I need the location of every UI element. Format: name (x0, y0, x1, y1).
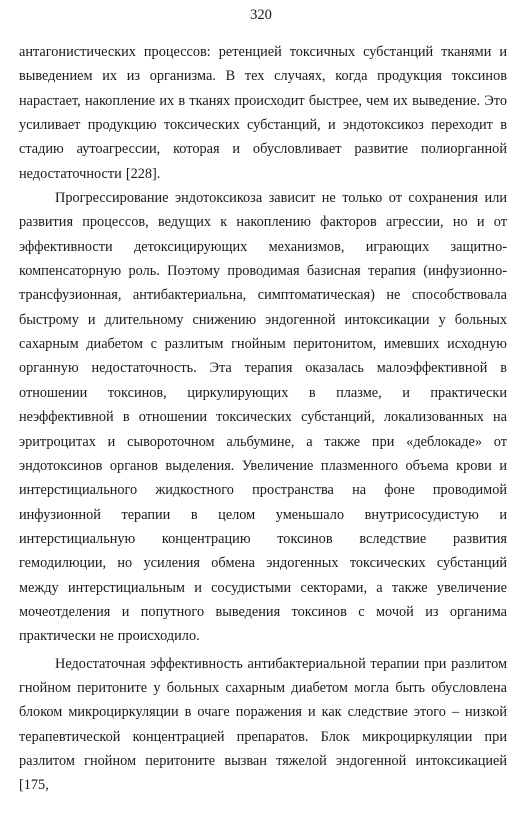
paragraph-2: Прогрессирование эндотоксикоза зависит не только от сохранения или развития процессов, ведущих к накоплению факторов агрессии, но и от эффективности детоксицирующих механизмов, играющих защитно-компенсаторную роль. Поэтому проводимая базисная терапия (инфузионно-трансфузионная, антибактериальна, симптоматическая) не способствовала быстрому и длительному снижению эндогенной интоксикации у больных сахарным диабетом с разлитым гнойным перитонитом, имевших исходную органную недостаточность. Эта терапия оказалась малоэффективной в отношении токсинов, циркулирующих в плазме, и практически неэффективной в отношении токсических субстанций, локализованных на эритроцитах и сывороточном альбумине, а также при «деблокаде» от эндотоксинов органов выделения. Увеличение плазменного объема крови и интерстициального жидкостного пространства на фоне проводимой инфузионной терапии в целом уменьшало внутрисосудистую и интерстициальную концентрацию токсинов вследствие развития гемодилюции, но усиления обмена эндогенных токсических субстанций между интерстициальным и сосудистыми секторами, а также увеличение мочеотделения и попутного выведения токсинов с мочой из органима практически не происходило. (19, 190, 507, 645)
paragraph-3: Недостаточная эффективность антибактериальной терапии при разлитом гнойном перитоните у больных сахарным диабетом могла быть обусловлена блоком микроциркуляции в очаге поражения и как следствие этого – низкой терапевтической концентрацией препаратов. Блок микроциркуляции при разлитом гнойном перитоните вызван тяжелой эндогенной интоксикацией [175, (19, 655, 507, 794)
body-text (19, 40, 507, 798)
page-number: 320 (250, 7, 272, 23)
paragraph-1: антагонистических процессов: ретенцией токсичных субстанций тканями и выведением их из организма. В тех случаях, когда продукция токсинов нарастает, накопление их в тканях происходит быстрее, чем их выведение. Это усиливает продукцию токсических субстанций, и эндотоксикоз переходит в стадию аутоагрессии, которая и обусловливает развитие полиорганной недостаточности [228]. (19, 44, 507, 182)
